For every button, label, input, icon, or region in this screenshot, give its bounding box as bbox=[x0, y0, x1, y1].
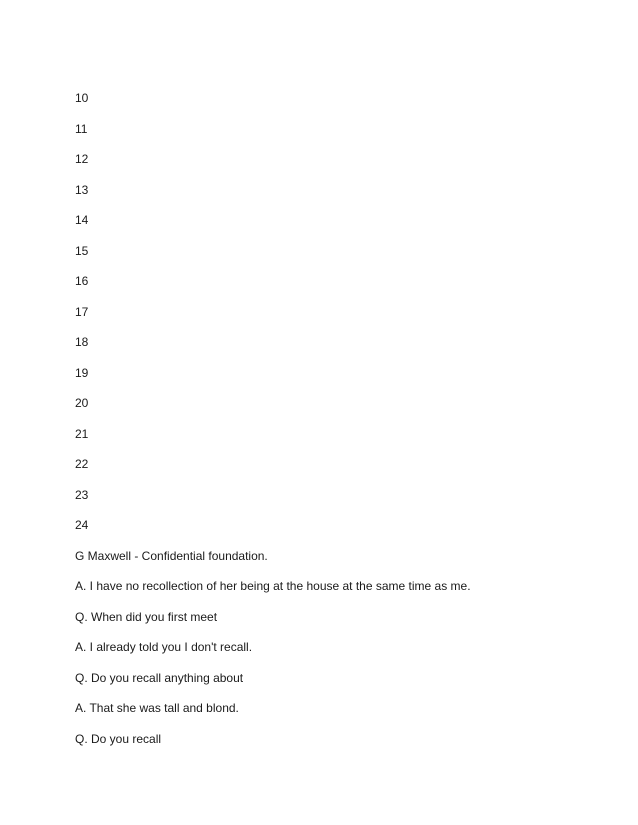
line-number: 21 bbox=[75, 426, 89, 441]
transcript-lines bbox=[75, 89, 471, 760]
line-number: 13 bbox=[75, 182, 89, 197]
line-number: 12 bbox=[75, 152, 89, 166]
line-number: 22 bbox=[75, 457, 89, 471]
line-number: 17 bbox=[75, 304, 89, 319]
line-number: 18 bbox=[75, 335, 89, 349]
line-number: 16 bbox=[75, 274, 89, 288]
line-number: 24 bbox=[75, 518, 89, 532]
question-line: Q. Do you recall anything about bbox=[75, 670, 244, 685]
transcript-header: G Maxwell - Confidential foundation. bbox=[75, 548, 268, 563]
line-number: 10 bbox=[75, 91, 89, 105]
question-line: Q. Do you recall bbox=[75, 731, 162, 746]
line-number: 15 bbox=[75, 243, 89, 258]
line-number: 19 bbox=[75, 365, 89, 380]
line-number: 23 bbox=[75, 487, 89, 502]
line-number: 11 bbox=[75, 121, 88, 136]
question-line: Q. When did you first meet bbox=[75, 609, 218, 624]
line-number: 14 bbox=[75, 213, 89, 227]
answer-line: A. I have no recollection of her being at the house at the same time as me. bbox=[75, 579, 471, 593]
answer-line: A. I already told you I don't recall. bbox=[75, 640, 253, 654]
line-number: 20 bbox=[75, 396, 89, 410]
answer-line: A. That she was tall and blond. bbox=[75, 701, 239, 715]
